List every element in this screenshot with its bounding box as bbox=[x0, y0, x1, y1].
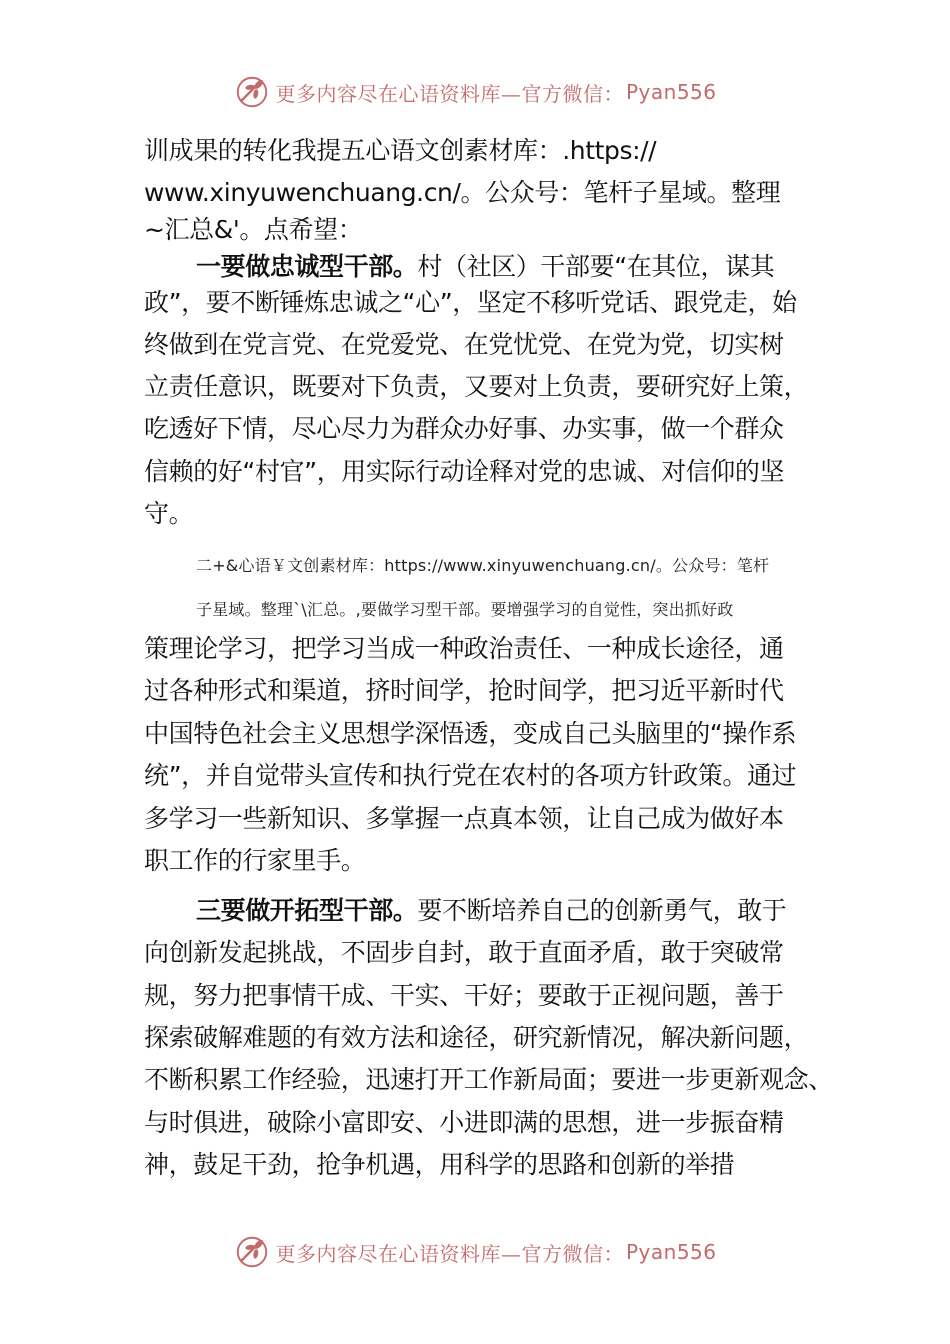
section2-noise-line-1: 二+&心语￥文创素材库：https://www.xinyuwenchuang.cn/。公众号：笔杆 bbox=[196, 556, 770, 575]
section1-first-text: 村（社区）干部要“在其位，谋其 bbox=[417, 252, 775, 281]
watermark-wechat-id: Pyan556 bbox=[625, 80, 717, 104]
section3-line: 探索破解难题的有效方法和途径，研究新情况，解决新问题， bbox=[144, 1023, 809, 1052]
intro-line-1: 训成果的转化我提五心语文创素材库：.https:// bbox=[144, 136, 657, 165]
section1-line: 终做到在党言党、在党爱党、在党忧党、在党为党，切实树 bbox=[144, 330, 784, 359]
section1-line: 立责任意识，既要对下负责，又要对上负责，要研究好上策， bbox=[144, 372, 809, 401]
section3-heading: 三要做开拓型干部。 bbox=[196, 896, 418, 925]
wheat-logo-icon bbox=[233, 73, 271, 111]
section3-first-text: 要不断培养自己的创新勇气，敢于 bbox=[417, 896, 787, 925]
watermark-text: 更多内容尽在心语资料库—官方微信： bbox=[275, 81, 624, 106]
watermark-text: 更多内容尽在心语资料库—官方微信： bbox=[275, 1241, 624, 1266]
section2-line: 过各种形式和渠道，挤时间学，抢时间学，把习近平新时代 bbox=[144, 676, 784, 705]
section3-line: 向创新发起挑战，不固步自封，敢于直面矛盾，敢于突破常 bbox=[144, 938, 784, 967]
section1-line: 政”，要不断锤炼忠诚之“心”，坚定不移听党话、跟党走，始 bbox=[144, 288, 797, 317]
section2-line: 中国特色社会主义思想学深悟透，变成自己头脑里的“操作系 bbox=[144, 719, 797, 748]
section1-line: 守。 bbox=[144, 499, 194, 528]
section2-line: 策理论学习，把学习当成一种政治责任、一种成长途径，通 bbox=[144, 634, 784, 663]
section3-line: 规，努力把事情干成、干实、干好；要敢于正视问题，善于 bbox=[144, 981, 784, 1010]
watermark-wechat-id: Pyan556 bbox=[625, 1240, 717, 1264]
intro-line-2: www.xinyuwenchuang.cn/。公众号：笔杆子星域。整理 bbox=[144, 178, 781, 207]
section1-line: 信赖的好“村官”，用实际行动诠释对党的忠诚、对信仰的坚 bbox=[144, 457, 785, 486]
watermark-banner-top bbox=[0, 68, 950, 116]
section2-line: 职工作的行家里手。 bbox=[144, 846, 366, 875]
section3-first-line bbox=[196, 890, 786, 932]
section1-heading: 一要做忠诚型干部。 bbox=[196, 252, 418, 281]
section2-noise-line-2: 子星域。整理`\汇总。,要做学习型干部。要增强学习的自觉性，突出抓好政 bbox=[196, 600, 734, 619]
section1-line: 吃透好下情，尽心尽力为群众办好事、办实事，做一个群众 bbox=[144, 414, 784, 443]
section3-line: 与时俱进，破除小富即安、小进即满的思想，进一步振奋精 bbox=[144, 1108, 784, 1137]
intro-line-3: ~汇总&'。点希望： bbox=[144, 215, 363, 244]
section2-line: 多学习一些新知识、多掌握一点真本领，让自己成为做好本 bbox=[144, 804, 784, 833]
section3-line: 神，鼓足干劲，抢争机遇，用科学的思路和创新的举措 bbox=[144, 1150, 735, 1179]
wheat-logo-icon bbox=[233, 1233, 271, 1271]
section2-line: 统”，并自觉带头宣传和执行党在农村的各项方针政策。通过 bbox=[144, 761, 797, 790]
section3-line: 不断积累工作经验，迅速打开工作新局面；要进一步更新观念、 bbox=[144, 1065, 833, 1094]
watermark-banner-bottom bbox=[0, 1228, 950, 1276]
